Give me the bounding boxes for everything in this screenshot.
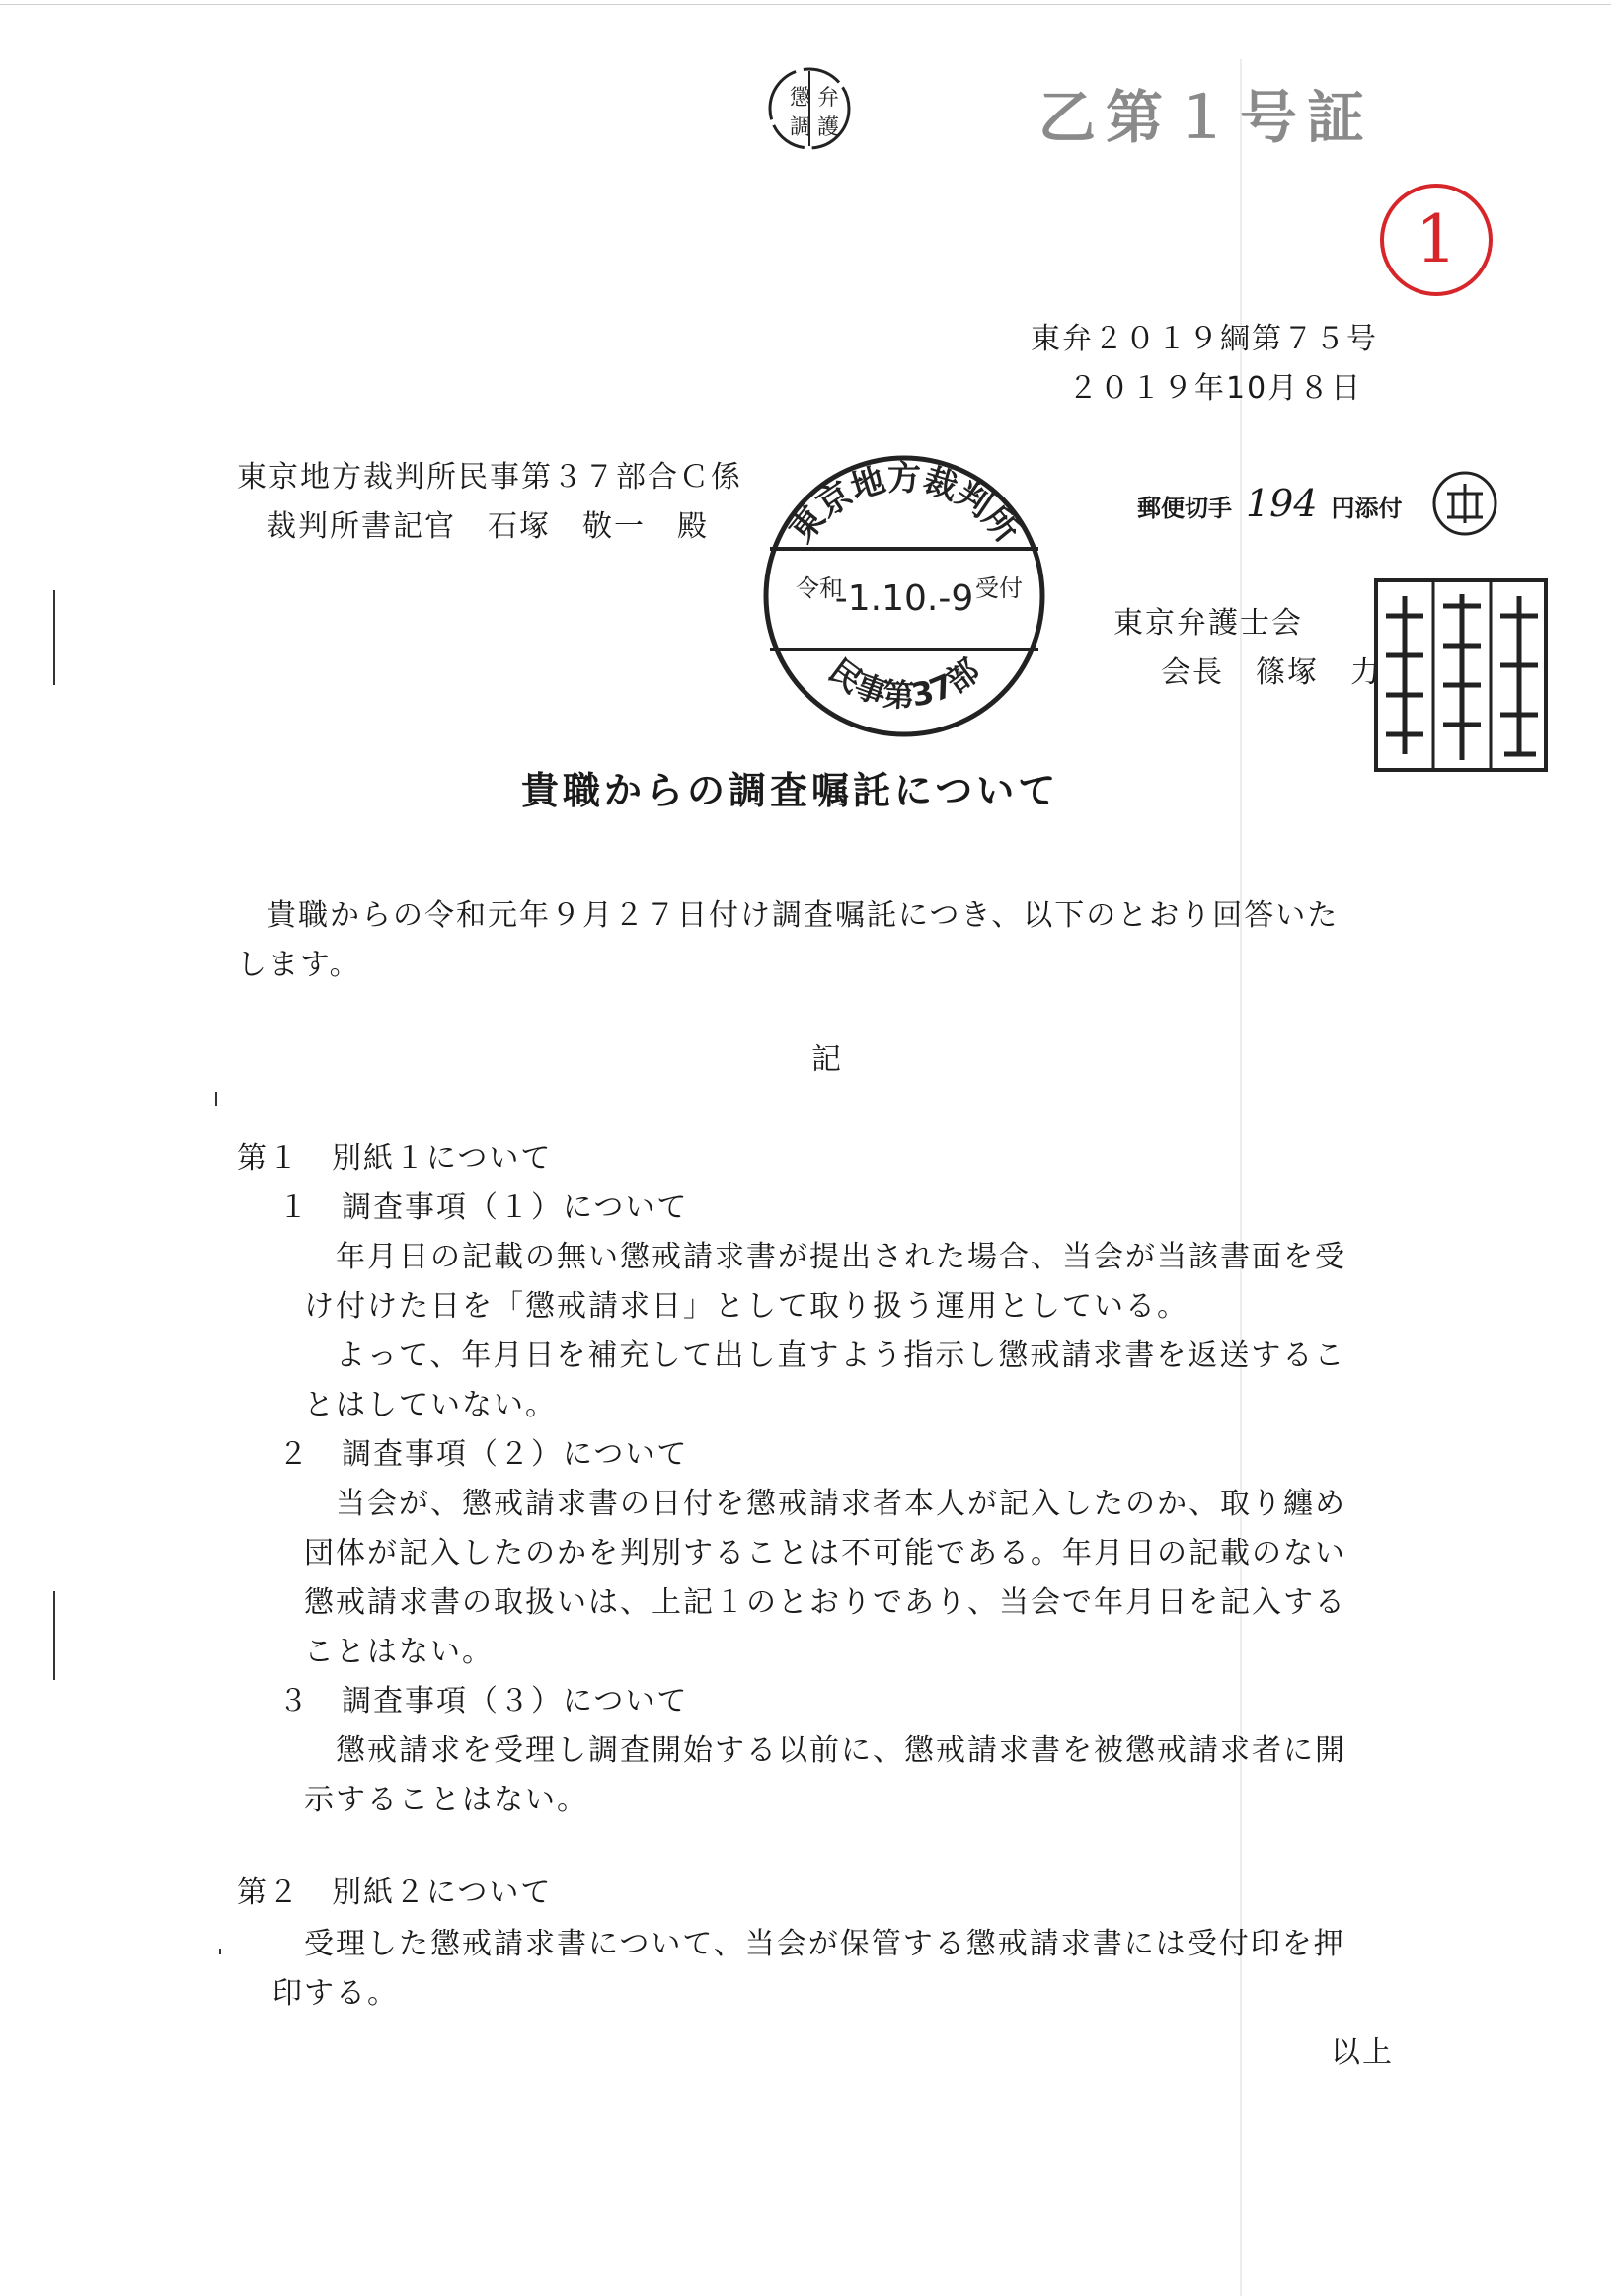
item3-line: 懲戒請求を受理し調査開始する以前に、懲戒請求書を被懲戒請求者に開	[336, 1733, 1346, 1768]
item2-heading: ２ 調査事項（２）について	[278, 1437, 689, 1472]
section2-line: 印する。	[272, 1976, 399, 2011]
document-title: 貴職からの調査嘱託について	[521, 769, 1060, 812]
postage-line	[1137, 482, 1403, 525]
margin-mark	[219, 1949, 221, 1954]
item3-line: 示することはない。	[304, 1783, 588, 1817]
ki-heading: 記	[811, 1042, 843, 1077]
svg-text:護: 護	[817, 115, 840, 140]
closing-mark: 以上	[1331, 2035, 1394, 2070]
stamp-era-text: 令和	[796, 574, 843, 602]
section2-line: 受理した懲戒請求書について、当会が保管する懲戒請求書には受付印を押	[304, 1927, 1345, 1961]
margin-mark	[53, 1591, 55, 1680]
item1-line: よって、年月日を補充して出し直すよう指示し懲戒請求書を返送するこ	[336, 1339, 1346, 1373]
intro-line: 貴職からの令和元年９月２７日付け調査嘱託につき、以下のとおり回答いた	[267, 898, 1340, 933]
item1-line: とはしていない。	[304, 1388, 557, 1422]
item3-heading: ３ 調査事項（３）について	[278, 1684, 689, 1719]
item2-line: 団体が記入したのかを判別することは不可能である。年月日の記載のない	[304, 1536, 1346, 1570]
svg-text:調: 調	[790, 115, 812, 140]
court-received-stamp	[746, 430, 1062, 750]
item1-line: け付けた日を「懲戒請求日」として取り扱う運用としている。	[304, 1289, 1189, 1324]
stamp-bottom-text: 民事第37部	[821, 651, 987, 716]
section1-heading: 第１ 別紙１について	[237, 1141, 553, 1176]
postage-suffix: 円添付	[1331, 495, 1403, 522]
addressee-clerk: 裁判所書記官 石塚 敬一 殿	[267, 509, 709, 544]
receipt-seal-small	[760, 55, 859, 158]
margin-mark	[53, 590, 55, 685]
margin-mark	[215, 1092, 217, 1106]
addressee-court: 東京地方裁判所民事第３７部合Ｃ係	[237, 460, 742, 495]
item2-line: 当会が、懲戒請求書の日付を懲戒請求者本人が記入したのか、取り纏め	[336, 1487, 1346, 1521]
postage-amount: 194	[1246, 482, 1318, 525]
sender-organization: 東京弁護士会	[1113, 606, 1303, 641]
item1-heading: １ 調査事項（１）について	[278, 1190, 689, 1225]
scan-top-edge	[0, 4, 1611, 5]
item1-line: 年月日の記載の無い懲戒請求書が提出された場合、当会が当該書面を受	[336, 1240, 1346, 1274]
item2-line: 懲戒請求書の取扱いは、上記１のとおりであり、当会で年月日を記入する	[304, 1585, 1346, 1620]
item2-line: ことはない。	[304, 1635, 494, 1669]
circled-number: 1	[1380, 184, 1493, 296]
svg-text:弁: 弁	[817, 86, 840, 111]
exhibit-label: 乙第１号証	[1038, 84, 1375, 151]
intro-line: します。	[237, 948, 361, 982]
reference-number: 東弁２０１９綱第７５号	[1031, 322, 1378, 356]
sender-president: 会長 篠塚 力	[1161, 655, 1382, 690]
postage-prefix: 郵便切手	[1137, 495, 1232, 522]
stamp-top-text: 東京地方裁判所	[781, 459, 1028, 551]
section2-heading: 第２ 別紙２について	[237, 1875, 553, 1910]
postage-seal	[1429, 468, 1500, 543]
bar-association-seal	[1372, 576, 1550, 778]
document-date: ２０１９年10月８日	[1068, 371, 1363, 406]
stamp-received-text: 受付	[975, 574, 1023, 602]
stamp-date: -1.10.-9	[834, 578, 974, 619]
svg-text:懲: 懲	[790, 86, 812, 111]
